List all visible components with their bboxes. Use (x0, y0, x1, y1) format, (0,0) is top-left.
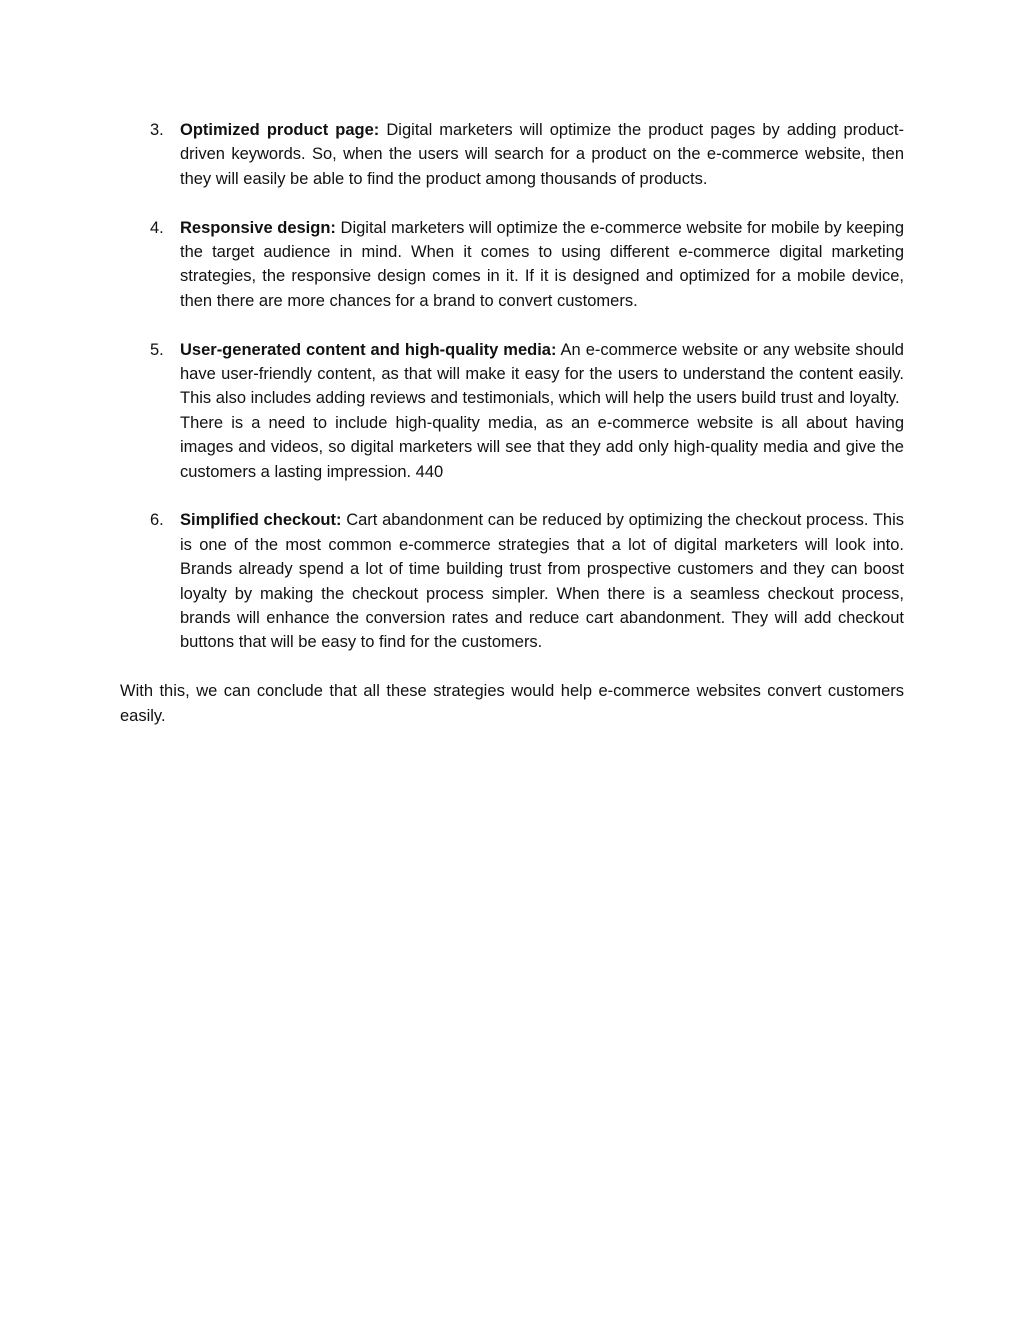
list-item-paragraph (180, 118, 904, 191)
list-item-number: 4. (150, 218, 164, 237)
list-item-paragraph (180, 338, 904, 411)
list-item-text: Digital marketers will optimize the e-commerce website for mobile by keeping the target audience in mind. When it comes to using different e-commerce digital marketing strategies, the responsive design comes in it. If it is designed and optimized for a mobile device, then there are more chances for a brand to convert customers. (180, 218, 904, 310)
list-item-paragraph (180, 508, 904, 654)
list-item-text: Cart abandonment can be reduced by optimizing the checkout process. This is one of the most common e-commerce strategies that a lot of digital marketers will look into. Brands already spend a lot of time building trust from prospective customers and they can boost loyalty by making the checkout process simpler. When there is a seamless checkout process, brands will enhance the conversion rates and reduce cart abandonment. They will add checkout buttons that will be easy to find for the customers. (180, 511, 904, 652)
document-body (120, 118, 904, 728)
list-item-extra-paragraph: There is a need to include high-quality media, as an e-commerce website is all about having images and videos, so digital marketers will see that they add only high-quality media and give the customers a lasting impression. 440 (180, 413, 904, 481)
list-item-text: Digital marketers will optimize the product pages by adding product-driven keywords. So, when the users will search for a product on the e-commerce website, then they will easily be able to find the product among thousands of products. (180, 121, 904, 188)
list-item-number: 5. (150, 340, 164, 359)
list-item-term: User-generated content and high-quality media: (180, 340, 557, 359)
list-item-term: Responsive design: (180, 218, 336, 237)
list-item-term: Simplified checkout: (180, 511, 342, 530)
list-item-simplified-checkout (120, 508, 904, 654)
list-item-user-generated-content (120, 338, 904, 484)
list-item-number: 6. (150, 511, 164, 530)
list-item-number: 3. (150, 121, 164, 139)
list-item-responsive-design (120, 216, 904, 314)
conclusion-paragraph: With this, we can conclude that all these strategies would help e-commerce websites convert customers easily. (120, 682, 904, 725)
list-item-paragraph (180, 216, 904, 314)
list-item-optimized-product-page (120, 118, 904, 191)
list-item-term: Optimized product page: (180, 121, 380, 139)
strategy-list (120, 118, 904, 655)
list-item-text: An e-commerce website or any website should have user-friendly content, as that will make it easy for the users to understand the content easily. This also includes adding reviews and testimonials, which will help the users build trust and loyalty. (180, 340, 904, 408)
